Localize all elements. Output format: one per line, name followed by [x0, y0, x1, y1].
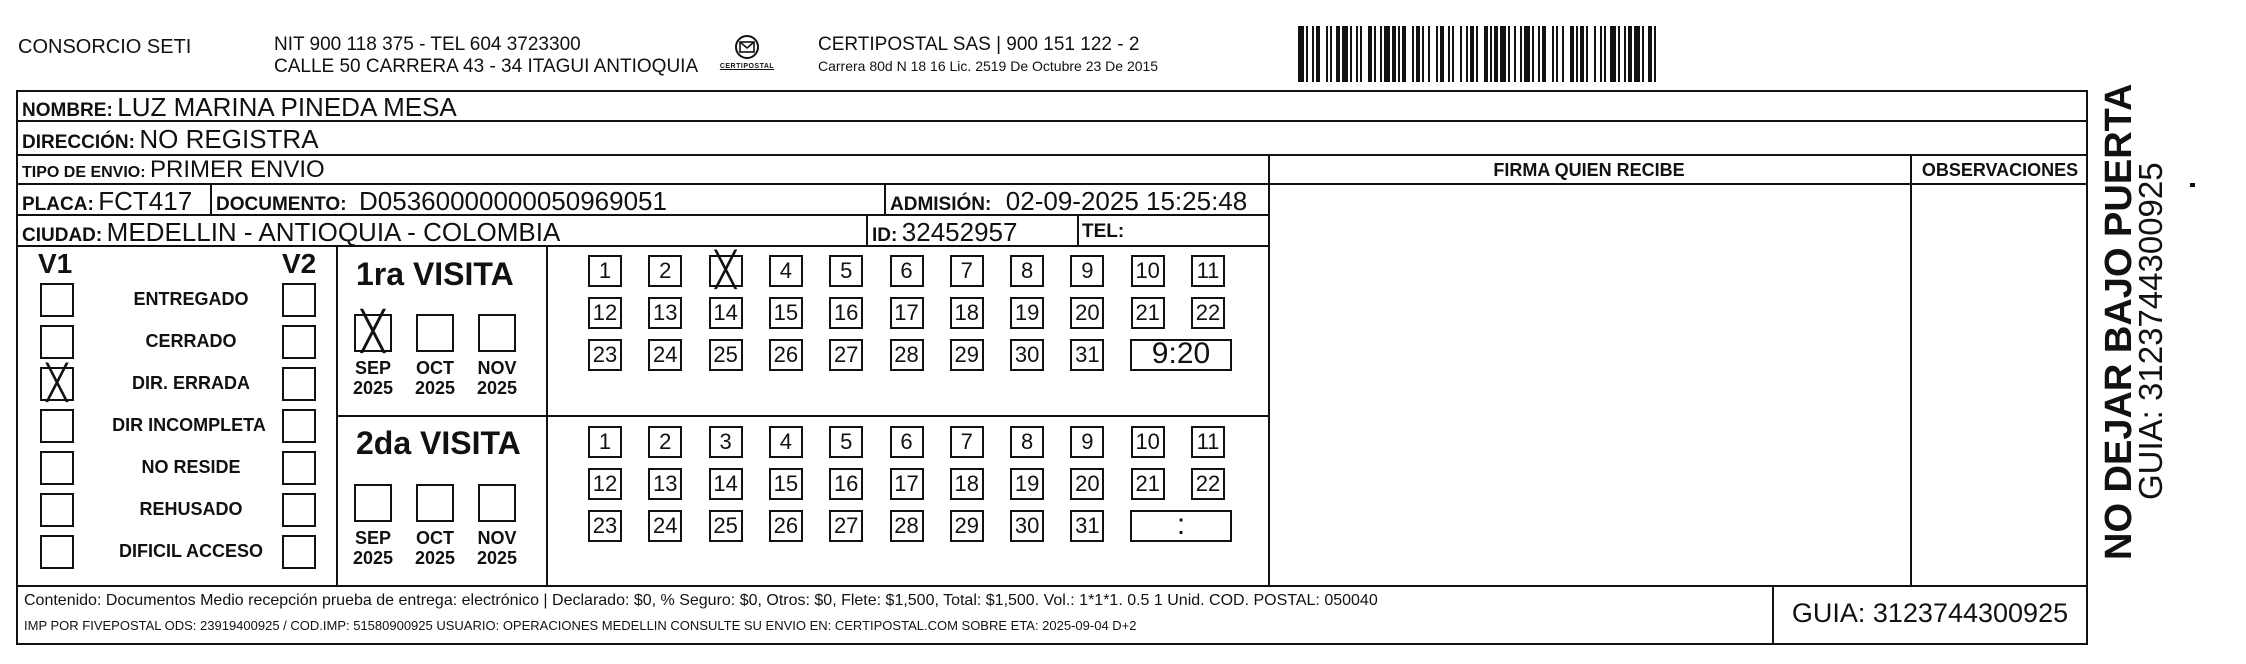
- status-label: REHUSADO: [139, 499, 243, 519]
- day-box-5[interactable]: 5: [829, 255, 863, 287]
- v2-checkbox-4[interactable]: [282, 451, 316, 485]
- side-warning: NO DEJAR BAJO PUERTA: [2098, 83, 2140, 560]
- id-label: ID:: [872, 225, 898, 246]
- day-box-1[interactable]: 1: [588, 255, 622, 287]
- col-divider: [1268, 154, 1270, 585]
- company-name: CONSORCIO SETI: [18, 36, 192, 58]
- day-box-16[interactable]: 16: [829, 297, 863, 329]
- time-box[interactable]: 9:20: [1130, 339, 1232, 371]
- day-box-17[interactable]: 17: [890, 468, 924, 500]
- id-value: 32452957: [901, 217, 1018, 247]
- day-box-30[interactable]: 30: [1010, 339, 1044, 371]
- v2-checkbox-1[interactable]: [282, 325, 316, 359]
- day-box-12[interactable]: 12: [588, 297, 622, 329]
- id-row: [872, 217, 1017, 248]
- envelope-logo-icon: [732, 34, 762, 60]
- admision-label: ADMISIÓN:: [890, 194, 992, 215]
- status-label: DIFICIL ACCESO: [118, 541, 263, 561]
- col-divider: [884, 183, 886, 214]
- day-box-19[interactable]: 19: [1010, 468, 1044, 500]
- col-divider: [1910, 154, 1912, 585]
- certipostal-line: CERTIPOSTAL SAS | 900 151 122 - 2: [818, 34, 1140, 55]
- day-box-27[interactable]: 27: [829, 339, 863, 371]
- day-box-2[interactable]: 2: [648, 255, 682, 287]
- v2-checkbox-3[interactable]: [282, 409, 316, 443]
- ciudad-value: MEDELLIN - ANTIOQUIA - COLOMBIA: [106, 217, 561, 247]
- placa-row: [22, 186, 192, 217]
- day-box-23[interactable]: 23: [588, 339, 622, 371]
- direccion-row: [22, 124, 319, 155]
- day-box-21[interactable]: 21: [1131, 297, 1165, 329]
- tel-row: [1082, 221, 1124, 243]
- day-box-6[interactable]: 6: [890, 255, 924, 287]
- day-box-24[interactable]: 24: [648, 510, 682, 542]
- v2-checkbox-0[interactable]: [282, 283, 316, 317]
- admision-value: 02-09-2025 15:25:48: [1005, 186, 1248, 216]
- stray-mark: [2190, 183, 2195, 187]
- placa-label: PLACA:: [22, 194, 94, 215]
- day-box-26[interactable]: 26: [769, 339, 803, 371]
- day-box-7[interactable]: 7: [950, 426, 984, 458]
- visit2-title: 2da VISITA: [356, 425, 521, 461]
- time-box[interactable]: :: [1130, 510, 1232, 542]
- logo-text: CERTIPOSTAL: [719, 63, 775, 70]
- day-box-21[interactable]: 21: [1131, 468, 1165, 500]
- row-divider: [1268, 183, 2088, 185]
- direccion-value: NO REGISTRA: [139, 124, 319, 154]
- day-box-10[interactable]: 10: [1131, 426, 1165, 458]
- col-divider: [866, 214, 868, 245]
- day-box-4[interactable]: 4: [769, 426, 803, 458]
- day-box-11[interactable]: 11: [1191, 255, 1225, 287]
- address-line: CALLE 50 CARRERA 43 - 34 ITAGUI ANTIOQUIA: [274, 56, 699, 77]
- month-label: OCT 2025: [414, 528, 456, 568]
- contenido-line: Contenido: Documentos Medio recepción prueba de entrega: electrónico | Declarado: $0, % Seguro: $0, Otros: $0, Flete: $1,500, Total: $1,500. Vol.: 1*1*1. 0.5 1 Unid. COD. POSTAL: 050040: [24, 592, 1378, 609]
- tipo-row: [22, 156, 325, 184]
- v1-checkbox-3[interactable]: [40, 409, 74, 443]
- day-box-15[interactable]: 15: [769, 297, 803, 329]
- month-label: SEP 2025: [352, 528, 394, 568]
- firma-header: FIRMA QUIEN RECIBE: [1493, 160, 1685, 180]
- row-divider: [336, 415, 1268, 417]
- v2-checkbox-6[interactable]: [282, 535, 316, 569]
- day-box-28[interactable]: 28: [890, 510, 924, 542]
- month-checkbox[interactable]: [478, 484, 516, 522]
- day-box-13[interactable]: 13: [648, 297, 682, 329]
- admision-row: [890, 186, 1247, 217]
- day-box-26[interactable]: 26: [769, 510, 803, 542]
- day-box-22[interactable]: 22: [1191, 297, 1225, 329]
- day-box-20[interactable]: 20: [1070, 468, 1104, 500]
- v1-checkbox-4[interactable]: [40, 451, 74, 485]
- status-label: NO RESIDE: [141, 457, 241, 477]
- footer-guia: GUIA: 3123744300925: [1791, 598, 2069, 628]
- month-checkbox[interactable]: ╳: [354, 314, 392, 352]
- nit-line: NIT 900 118 375 - TEL 604 3723300: [274, 34, 581, 55]
- day-box-3[interactable]: ╳: [709, 255, 743, 287]
- month-label: NOV 2025: [476, 528, 518, 568]
- v1-checkbox-1[interactable]: [40, 325, 74, 359]
- day-box-8[interactable]: 8: [1010, 255, 1044, 287]
- day-box-6[interactable]: 6: [890, 426, 924, 458]
- v1-checkbox-6[interactable]: [40, 535, 74, 569]
- month-checkbox[interactable]: [354, 484, 392, 522]
- day-box-25[interactable]: 25: [709, 510, 743, 542]
- day-box-1[interactable]: 1: [588, 426, 622, 458]
- day-box-18[interactable]: 18: [950, 297, 984, 329]
- day-box-14[interactable]: 14: [709, 468, 743, 500]
- day-box-31[interactable]: 31: [1070, 510, 1104, 542]
- day-box-23[interactable]: 23: [588, 510, 622, 542]
- day-box-19[interactable]: 19: [1010, 297, 1044, 329]
- v2-checkbox-5[interactable]: [282, 493, 316, 527]
- day-box-9[interactable]: 9: [1070, 255, 1104, 287]
- license-line: Carrera 80d N 18 16 Lic. 2519 De Octubre 23 De 2015: [818, 58, 1159, 74]
- day-box-11[interactable]: 11: [1191, 426, 1225, 458]
- visit1-title: 1ra VISITA: [356, 256, 514, 292]
- day-box-7[interactable]: 7: [950, 255, 984, 287]
- v1-checkbox-5[interactable]: [40, 493, 74, 527]
- day-box-3[interactable]: 3: [709, 426, 743, 458]
- day-box-16[interactable]: 16: [829, 468, 863, 500]
- status-label: CERRADO: [145, 331, 237, 351]
- day-box-10[interactable]: 10: [1131, 255, 1165, 287]
- observaciones-header: OBSERVACIONES: [1921, 160, 2079, 180]
- side-guia: GUIA: 3123744300925: [2132, 162, 2169, 500]
- day-box-18[interactable]: 18: [950, 468, 984, 500]
- month-label: OCT 2025: [414, 358, 456, 398]
- day-box-27[interactable]: 27: [829, 510, 863, 542]
- day-box-28[interactable]: 28: [890, 339, 924, 371]
- row-divider: [16, 585, 2088, 587]
- day-box-25[interactable]: 25: [709, 339, 743, 371]
- day-box-22[interactable]: 22: [1191, 468, 1225, 500]
- day-box-9[interactable]: 9: [1070, 426, 1104, 458]
- month-checkbox[interactable]: [416, 314, 454, 352]
- documento-row: [216, 186, 667, 217]
- nombre-value: LUZ MARINA PINEDA MESA: [117, 92, 457, 122]
- day-box-4[interactable]: 4: [769, 255, 803, 287]
- day-box-8[interactable]: 8: [1010, 426, 1044, 458]
- col-divider: [210, 183, 212, 214]
- direccion-label: DIRECCIÓN:: [22, 132, 135, 153]
- ciudad-row: [22, 217, 560, 248]
- documento-label: DOCUMENTO:: [216, 194, 347, 215]
- day-box-29[interactable]: 29: [950, 339, 984, 371]
- v1-header: V1: [38, 248, 73, 279]
- day-box-15[interactable]: 15: [769, 468, 803, 500]
- imp-line: IMP POR FIVEPOSTAL ODS: 23919400925 / COD.IMP: 51580900925 USUARIO: OPERACIONES MEDELLIN CONSULTE SU ENVIO EN: CERTIPOSTAL.COM SOBRE ETA: 2025-09-04 D+2: [24, 618, 1137, 633]
- status-label: ENTREGADO: [133, 289, 249, 309]
- nombre-label: NOMBRE:: [22, 100, 113, 121]
- ciudad-label: CIUDAD:: [22, 225, 103, 246]
- v1-checkbox-2[interactable]: ╳: [40, 367, 74, 401]
- day-box-12[interactable]: 12: [588, 468, 622, 500]
- tipo-value: PRIMER ENVIO: [150, 156, 325, 183]
- day-box-14[interactable]: 14: [709, 297, 743, 329]
- day-box-17[interactable]: 17: [890, 297, 924, 329]
- day-box-31[interactable]: 31: [1070, 339, 1104, 371]
- nombre-row: [22, 92, 457, 123]
- day-box-2[interactable]: 2: [648, 426, 682, 458]
- status-label: DIR INCOMPLETA: [112, 415, 266, 435]
- day-box-30[interactable]: 30: [1010, 510, 1044, 542]
- tel-label: TEL:: [1082, 221, 1125, 242]
- col-divider: [1077, 214, 1079, 245]
- v2-header: V2: [282, 248, 317, 279]
- certipostal-logo: [714, 34, 780, 78]
- day-box-13[interactable]: 13: [648, 468, 682, 500]
- barcode-gap: [1656, 26, 1662, 82]
- v2-checkbox-2[interactable]: [282, 367, 316, 401]
- month-label: SEP 2025: [352, 358, 394, 398]
- documento-value: D05360000000050969051: [359, 186, 667, 216]
- status-label: DIR. ERRADA: [131, 373, 250, 393]
- month-checkbox[interactable]: [478, 314, 516, 352]
- day-box-29[interactable]: 29: [950, 510, 984, 542]
- tipo-label: TIPO DE ENVIO:: [22, 164, 146, 181]
- day-box-20[interactable]: 20: [1070, 297, 1104, 329]
- day-box-24[interactable]: 24: [648, 339, 682, 371]
- v1-checkbox-0[interactable]: [40, 283, 74, 317]
- row-divider: [16, 154, 2088, 156]
- month-label: NOV 2025: [476, 358, 518, 398]
- day-box-5[interactable]: 5: [829, 426, 863, 458]
- barcode: [1298, 26, 1934, 82]
- month-checkbox[interactable]: [416, 484, 454, 522]
- placa-value: FCT417: [98, 186, 193, 216]
